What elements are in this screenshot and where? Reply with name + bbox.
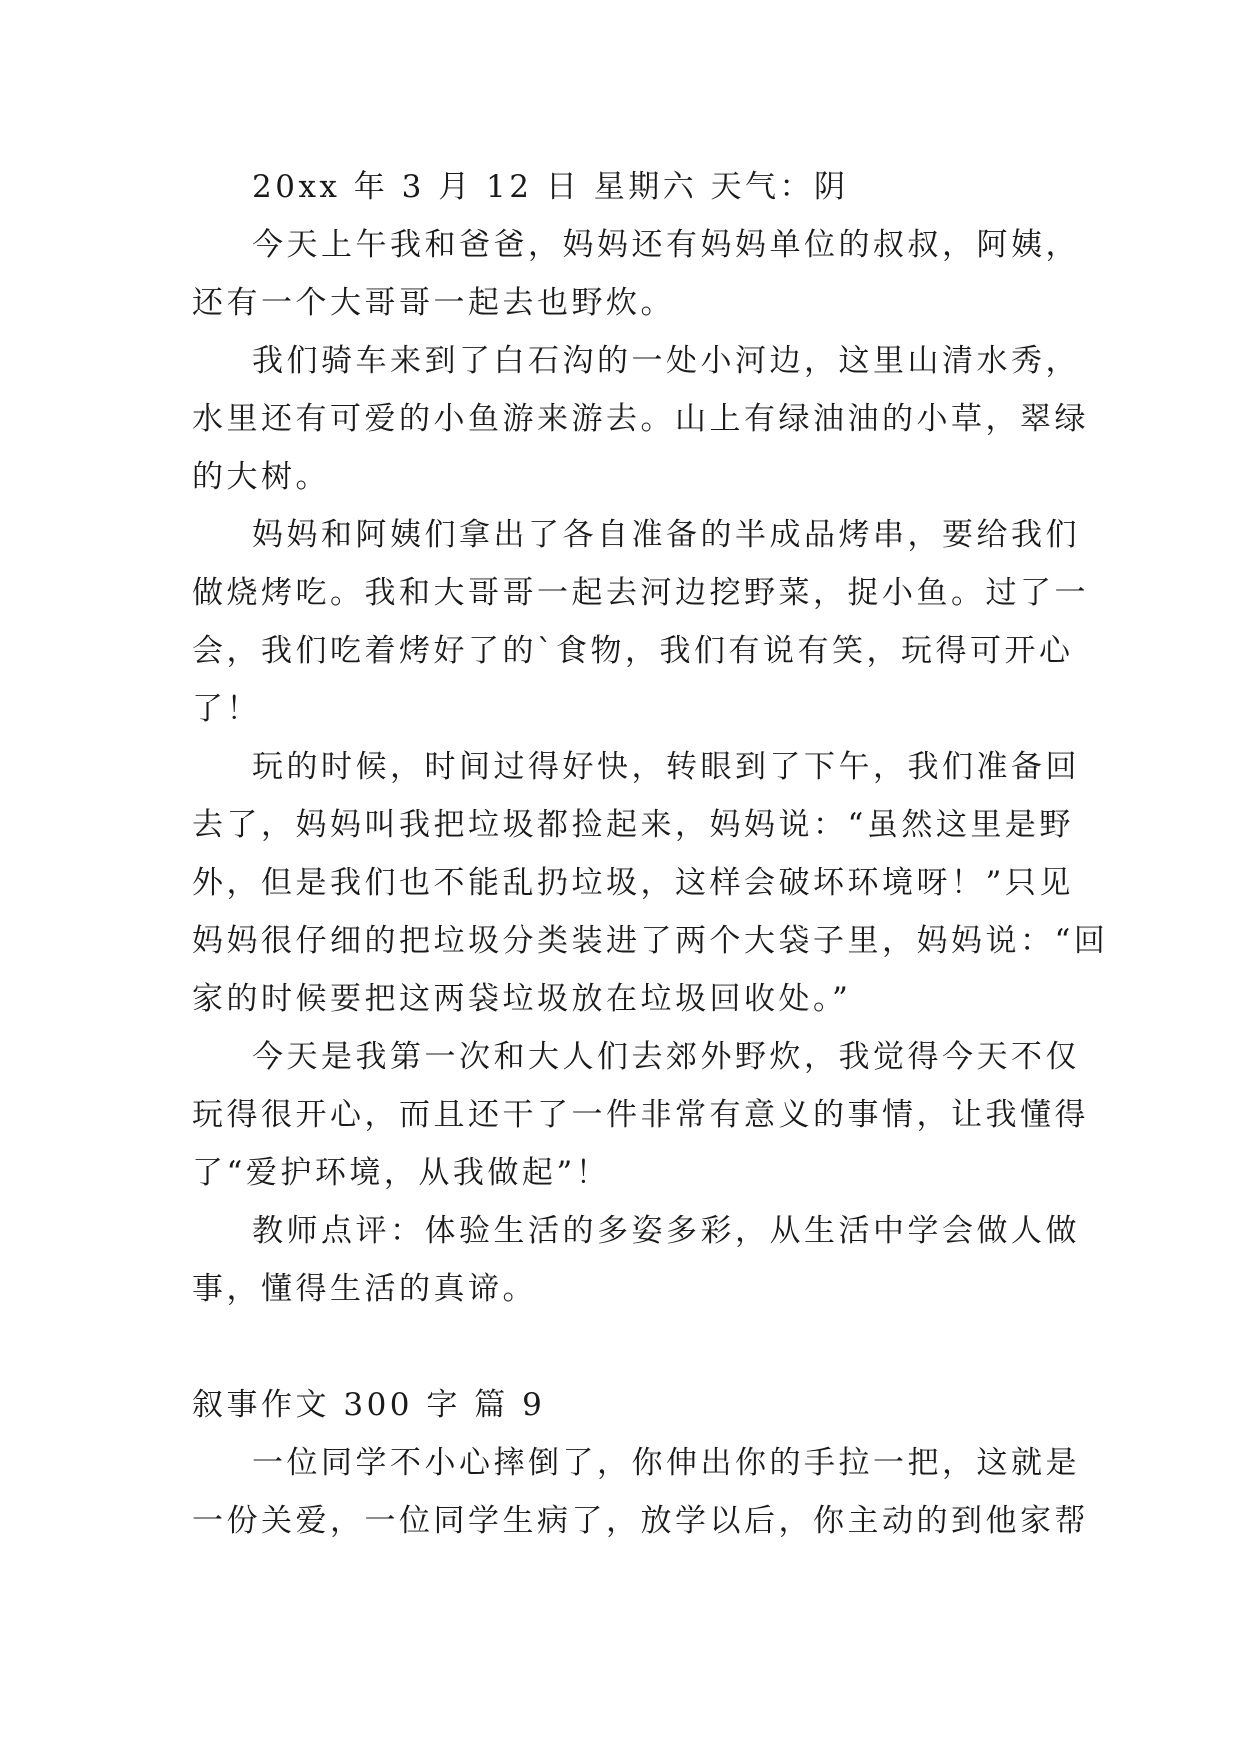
teacher-comment-line: 事，懂得生活的真谛。 [192,1271,537,1307]
paragraph-line: 了“爱护环境，从我做起”！ [192,1155,611,1191]
paragraph-line: 家的时候要把这两袋垃圾放在垃圾回收处。” [192,981,852,1017]
paragraph-line: 做烧烤吃。我和大哥哥一起去河边挖野菜，捉小鱼。过了一 [192,575,1089,611]
paragraph-line: 了！ [192,691,261,727]
date-line: 20xx 年 3 月 12 日 星期六 天气：阴 [252,169,849,205]
paragraph-line: 我们骑车来到了白石沟的一处小河边，这里山清水秀， [252,343,1080,379]
paragraph-line: 玩的时候，时间过得好快，转眼到了下午，我们准备回 [252,749,1080,785]
teacher-comment-line: 教师点评：体验生活的多姿多彩，从生活中学会做人做 [252,1213,1080,1249]
paragraph-line: 玩得很开心，而且还干了一件非常有意义的事情，让我懂得 [192,1097,1089,1133]
paragraph-line: 妈妈很仔细的把垃圾分类装进了两个大袋子里，妈妈说：“回 [192,923,1109,959]
paragraph-line: 去了，妈妈叫我把垃圾都捡起来，妈妈说：“虽然这里是野 [192,807,1074,843]
paragraph-line: 水里还有可爱的小鱼游来游去。山上有绿油油的小草，翠绿 [192,401,1089,437]
paragraph-line: 外，但是我们也不能乱扔垃圾，这样会破坏环境呀！”只见 [192,865,1074,901]
section-heading: 叙事作文 300 字 篇 9 [192,1387,546,1423]
paragraph-line: 今天是我第一次和大人们去郊外野炊，我觉得今天不仅 [252,1039,1080,1075]
paragraph-line: 的大树。 [192,459,330,495]
paragraph-line: 妈妈和阿姨们拿出了各自准备的半成品烤串，要给我们 [252,517,1080,553]
paragraph-line: 一位同学不小心摔倒了，你伸出你的手拉一把，这就是 [252,1445,1080,1481]
paragraph-line: 今天上午我和爸爸，妈妈还有妈妈单位的叔叔，阿姨， [252,227,1080,263]
paragraph-line: 会，我们吃着烤好了的`食物，我们有说有笑，玩得可开心 [192,633,1074,669]
paragraph-line: 还有一个大哥哥一起去也野炊。 [192,285,675,321]
paragraph-line: 一份关爱，一位同学生病了，放学以后，你主动的到他家帮 [192,1503,1089,1539]
